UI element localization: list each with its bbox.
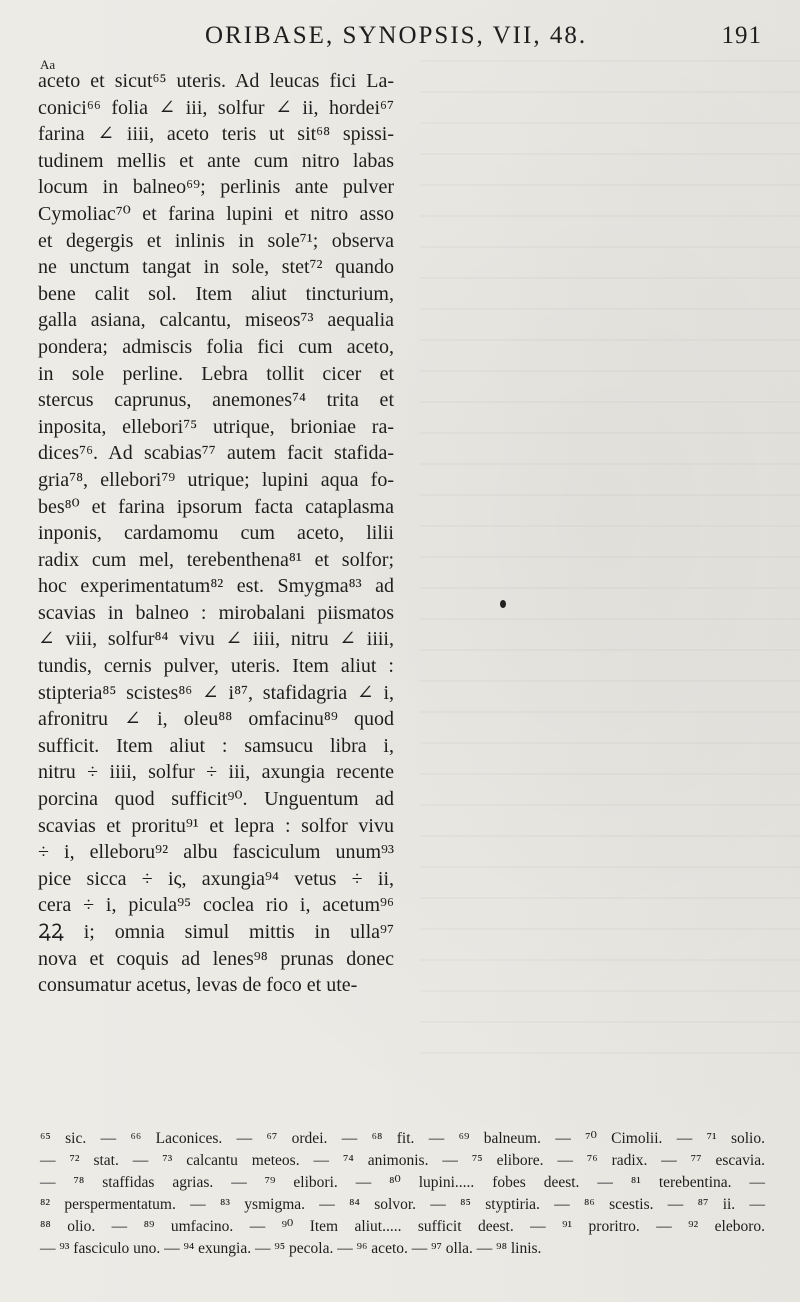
footnotes: [40, 1128, 765, 1260]
page-number: 191: [721, 22, 762, 49]
main-text-column: [38, 68, 394, 999]
text-line: consumatur acetus, levas de foco et ute-: [38, 974, 358, 997]
footnote-line: ⁶⁵ sic. — ⁶⁶ Laconices. — ⁶⁷ ordei. — ⁶⁸ fit. — ⁶⁹ balneum. — ⁷⁰ Cimolii. — ⁷¹ solio.: [40, 1130, 765, 1147]
text-line: sufficit. Item aliut : samsucu libra i,: [38, 734, 394, 757]
text-line: in sole perline. Lebra tollit cicer et: [38, 362, 394, 385]
text-line: ꝜꝜ i; omnia simul mittis in ulla⁹⁷: [38, 921, 394, 943]
text-line: conici⁶⁶ folia ∠ iii, solfur ∠ ii, hordei⁶⁷: [38, 96, 394, 119]
text-line: pice sicca ÷ iς, axungia⁹⁴ vetus ÷ ii,: [38, 867, 394, 890]
footnote-line: — ⁷⁸ staffidas agrias. — ⁷⁹ elibori. — ⁸⁰ lupini..... fobes deest. — ⁸¹ terebentina. —: [40, 1174, 765, 1191]
text-line: bes⁸⁰ et farina ipsorum facta cataplasma: [38, 495, 394, 518]
text-line: ÷ i, elleboru⁹² albu fasciculum unum⁹³: [38, 841, 394, 864]
text-line: scavias in balneo : mirobalani piismatos: [38, 601, 394, 624]
text-line: nitru ÷ iiii, solfur ÷ iii, axungia recente: [38, 761, 394, 784]
ink-spot: [500, 600, 506, 608]
text-line: radix cum mel, terebenthena⁸¹ et solfor;: [38, 548, 394, 571]
text-line: scavias et proritu⁹¹ et lepra : solfor vivu: [38, 814, 394, 837]
text-line: stercus caprunus, anemones⁷⁴ trita et: [38, 389, 394, 412]
footnote-line: — ⁷² stat. — ⁷³ calcantu meteos. — ⁷⁴ animonis. — ⁷⁵ elibore. — ⁷⁶ radix. — ⁷⁷ escavia.: [40, 1152, 765, 1169]
text-line: ∠ viii, solfur⁸⁴ vivu ∠ iiii, nitru ∠ iiii,: [38, 628, 394, 651]
text-line: nova et coquis ad lenes⁹⁸ prunas donec: [38, 947, 394, 970]
show-through-text: [420, 60, 800, 1060]
text-line: cera ÷ i, picula⁹⁵ coclea rio i, acetum⁹⁶: [38, 894, 394, 917]
text-line: dices⁷⁶. Ad scabias⁷⁷ autem facit stafida-: [38, 442, 394, 465]
text-line: hoc experimentatum⁸² est. Smygma⁸³ ad: [38, 575, 394, 598]
text-line: galla asiana, calcantu, miseos⁷³ aequalia: [38, 309, 394, 332]
running-title: ORIBASE, SYNOPSIS, VII, 48.: [205, 22, 588, 49]
text-line: farina ∠ iiii, aceto teris ut sit⁶⁸ spissi-: [38, 123, 394, 146]
running-head: [0, 22, 800, 56]
text-line: inposita, ellebori⁷⁵ utrique, brioniae ra-: [38, 415, 394, 438]
text-line: tudinem mellis et ante cum nitro labas: [38, 149, 394, 172]
text-line: tundis, cernis pulver, uteris. Item aliut :: [38, 655, 394, 678]
text-line: pondera; admiscis folia fici cum aceto,: [38, 335, 394, 358]
text-line: locum in balneo⁶⁹; perlinis ante pulver: [38, 176, 394, 199]
text-line: afronitru ∠ i, oleu⁸⁸ omfacinu⁸⁹ quod: [38, 708, 394, 731]
footnote-line: ⁸⁸ olio. — ⁸⁹ umfacino. — ⁹⁰ Item aliut..... sufficit deest. — ⁹¹ proritro. — ⁹² eleboro.: [40, 1218, 765, 1235]
text-line: stipteria⁸⁵ scistes⁸⁶ ∠ i⁸⁷, stafidagria ∠ i,: [38, 681, 394, 704]
text-line: gria⁷⁸, ellebori⁷⁹ utrique; lupini aqua fo-: [38, 468, 394, 491]
footnote-line: — ⁹³ fasciculo uno. — ⁹⁴ exungia. — ⁹⁵ pecola. — ⁹⁶ aceto. — ⁹⁷ olla. — ⁹⁸ linis.: [40, 1240, 542, 1257]
text-line: ne unctum tangat in sole, stet⁷² quando: [38, 256, 394, 279]
text-line: aceto et sicut⁶⁵ uteris. Ad leucas fici La-: [38, 70, 394, 92]
footnote-line: ⁸² perspermentatum. — ⁸³ ysmigma. — ⁸⁴ solvor. — ⁸⁵ styptiria. — ⁸⁶ scestis. — ⁸⁷ ii. —: [40, 1196, 765, 1213]
text-line: Cymoliac⁷⁰ et farina lupini et nitro asso: [38, 202, 394, 225]
signature-mark: Aa: [40, 57, 56, 72]
text-line: porcina quod sufficit⁹⁰. Unguentum ad: [38, 788, 394, 811]
text-line: bene calit sol. Item aliut tincturium,: [38, 282, 394, 305]
text-line: inponis, cardamomu cum aceto, lilii: [38, 522, 394, 545]
text-line: et degergis et inlinis in sole⁷¹; observa: [38, 229, 394, 252]
